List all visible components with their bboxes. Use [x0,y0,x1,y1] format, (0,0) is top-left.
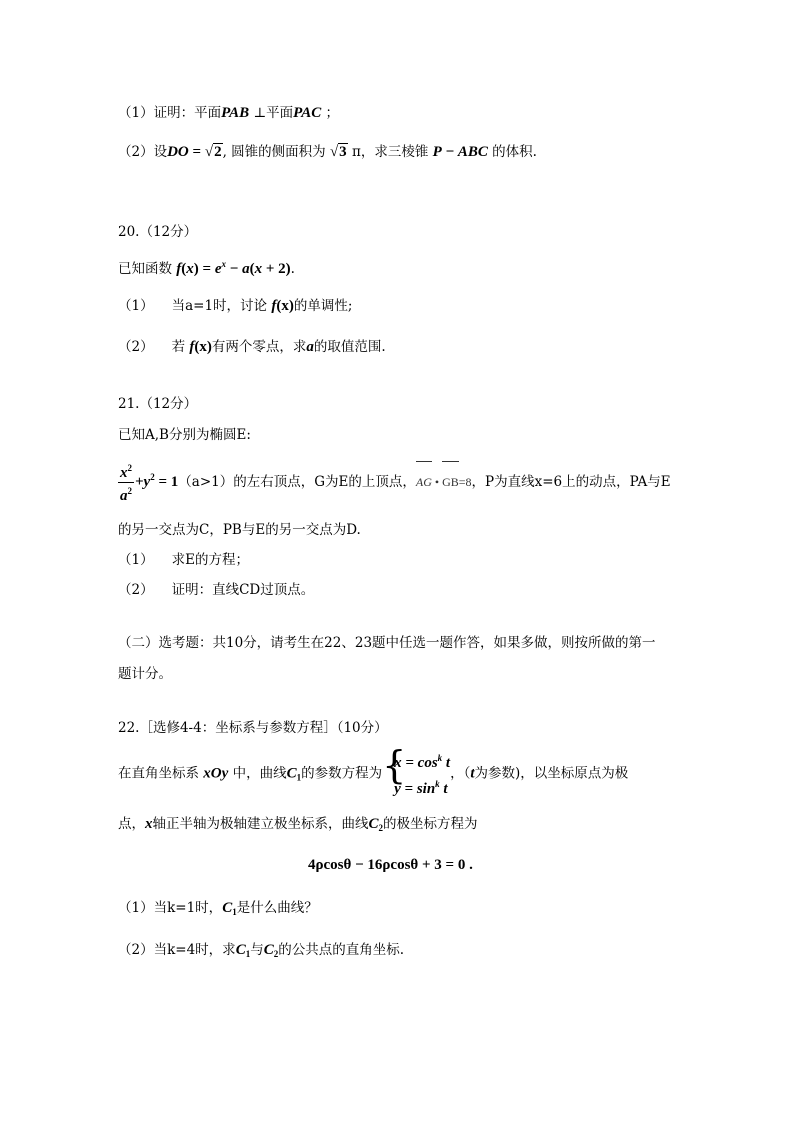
q21-heading: 21.（12分） [118,396,198,412]
q22-heading: 22.［选修4-4：坐标系与参数方程］（10分） [118,720,388,736]
elective-note-line1: （二）选考题：共10分，请考生在22、23题中任选一题作答，如果多做，则按所做的第一 [118,635,656,651]
q19-part1: （1）证明：平面PAB ⊥平面PAC ； [118,105,340,121]
part-number: （1） [118,298,154,314]
q21-ellipse-line: $\frac{x^2}{a^2}$ $+y^2 = 1(a>1)$的左右顶点，G为E的上顶点，AG • GB=8，P为直线x=6上的动点，PA与E [118,458,671,505]
sqrt-3: √3 [329,144,347,160]
elective-note-line2: 题计分。 [118,666,172,682]
q20-part2: （2） 若 f(x)有两个零点，求a的取值范围. [118,339,386,355]
polar-equation: 4ρcosθ − 16ρcosθ + 3 = 0 . [308,857,473,873]
q22-part1: （1）当k=1时，$C_1$是什么曲线？ [118,900,318,917]
parametric-system: { $x = \cos^k t$ $y = \sin^k t$ [382,743,451,797]
part-number: （1） [118,105,154,121]
vector-expression: AG • GB=8 [416,461,472,501]
q20-intro: 已知函数 $f(x) = e^x - a(x + 2)$. [118,259,295,277]
q19-part2: （2）设DO = √2, 圆锥的侧面积为 √3 π，求三棱锥 P − ABC 的体积. [118,144,537,160]
q22-part2: （2）当k=4时，求$C_1$与$C_2$的公共点的直角坐标. [118,942,405,959]
part-number: （2） [118,942,154,958]
q21-intro: 已知A,B分别为椭圆E: [118,427,251,443]
q21-continuation: 的另一交点为C，PB与E的另一交点为D. [118,522,361,538]
q21-part2: （2） 证明：直线CD过顶点。 [118,582,315,598]
part-number: （1） [118,552,154,568]
q21-part1: （1） 求E的方程； [118,552,249,568]
part-number: （2） [118,582,154,598]
part-number: （2） [118,144,154,160]
q22-line2: 点，x轴正半轴为极轴建立极坐标系，曲线$C_2$的极坐标方程为 [118,816,478,833]
part-number: （2） [118,339,154,355]
q20-heading: 20.（12分） [118,224,198,240]
sqrt-2: √2 [204,144,222,160]
fraction-x2-over-a2: $\frac{x^2}{a^2}$ [118,460,134,505]
q20-part1: （1） 当a=1时，讨论 f(x)的单调性; [118,298,353,314]
q22-line1: 在直角坐标系 xOy 中，曲线$C_1$的参数方程为 { $x = \cos^k t$ $y = \sin^k t$ ，（t为参数)，以坐标原点为极 [118,748,628,800]
part-number: （1） [118,900,154,916]
